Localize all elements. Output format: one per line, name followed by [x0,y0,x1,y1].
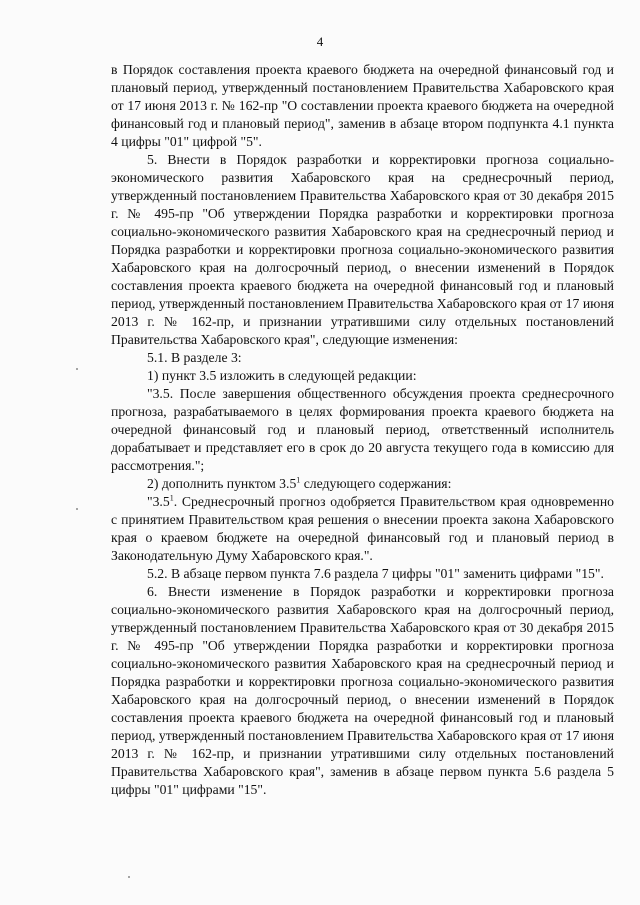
text-run: "3.5 [147,494,170,509]
paragraph-continuation: в Порядок составления проекта краевого бюджета на очередной финансовый год и плановый период, утвержденный постановлением Правительства Хабаровского края от 17 июня 2013 г. № 162-пр "О составлении проекта краевого бюджета на очередной финансовый год и плановый период", заменив в абзаце втором подпункта 4.1 пункта 4 цифры "01" цифрой "5". [111,62,614,149]
superscript: 1 [296,475,301,485]
paragraph-item-5-1: 5.1. В разделе 3: [147,350,242,365]
paragraph-item-5: 5. Внести в Порядок разработки и корректировки прогноза социально-экономического развития Хабаровского края на среднесрочный период, утвержденный постановлением Правительства Хабаровского края от 30 декабря 2015 г. № 495-пр "Об утверждении Порядка разработки и корректировки прогноза социально-экономического развития Хабаровского края на среднесрочный период и Порядка разработки и корректировки прогноза социально-экономического развития Хабаровского края на долгосрочный период, о внесении изменений в Порядок составления проекта краевого бюджета на очередной финансовый год и плановый период, утвержденный постановлением Правительства Хабаровского края от 17 июня 2013 г. № 162-пр, и признании утратившими силу отдельных постановлений Правительства Хабаровского края", следующие изменения: [111,152,614,347]
document-body [111,61,614,799]
scan-speck [128,876,130,878]
scan-speck [76,368,78,370]
page-number: 4 [316,34,324,49]
paragraph-subitem-1: 1) пункт 3.5 изложить в следующей редакции: [147,368,417,383]
paragraph-quote-3-5-1 [111,493,614,565]
text-run: . Среднесрочный прогноз одобряется Правительством края одновременно с принятием Правительством края решения о внесении проекта закона Хабаровского края о краевом бюджете на очередной финансовый год и плановый период в Законодательную Думу Хабаровского края.". [111,494,614,563]
paragraph-item-5-2: 5.2. В абзаце первом пункта 7.6 раздела 7 цифры "01" заменить цифрами "15". [147,566,604,581]
paragraph-quote-3-5: "3.5. После завершения общественного обсуждения проекта среднесрочного прогноза, разрабатываемого в целях формирования проекта краевого бюджета на очередной финансовый год и плановый период, ответственный исполнитель дорабатывает и представляет его в срок до 20 августа текущего года в комиссию для рассмотрения."; [111,386,614,473]
text-run: следующего содержания: [300,476,452,491]
scan-speck [76,508,78,510]
text-run: 2) дополнить пунктом 3.5 [147,476,297,491]
superscript: 1 [169,493,174,503]
paragraph-subitem-2 [111,475,614,493]
paragraph-item-6: 6. Внести изменение в Порядок разработки и корректировки прогноза социально-экономического развития Хабаровского края на долгосрочный период, утвержденный постановлением Правительства Хабаровского края от 30 декабря 2015 г. № 495-пр "Об утверждении Порядка разработки и корректировки прогноза социально-экономического развития Хабаровского края на среднесрочный период и Порядка разработки и корректировки прогноза социально-экономического развития Хабаровского края на долгосрочный период, о внесении изменений в Порядок составления проекта краевого бюджета на очередной финансовый год и плановый период, утвержденный постановлением Правительства Хабаровского края от 17 июня 2013 г. № 162-пр, и признании утратившими силу отдельных постановлений Правительства Хабаровского края", заменив в абзаце первом пункта 5.6 раздела 5 цифры "01" цифрами "15". [111,584,614,797]
